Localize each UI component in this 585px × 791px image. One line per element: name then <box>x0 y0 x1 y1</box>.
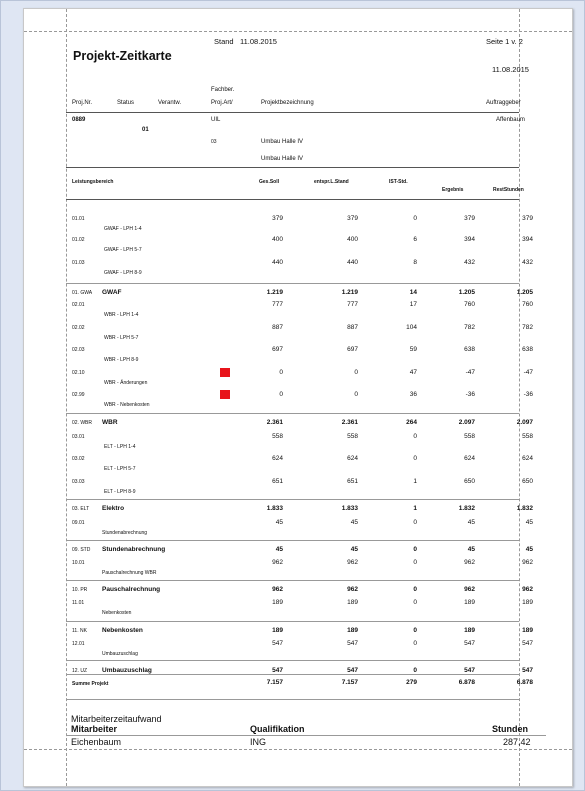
row-code: 12. UZ <box>72 668 88 674</box>
row-soll: 651 <box>272 478 283 485</box>
row-code: 02.99 <box>72 392 85 398</box>
row-erg: 45 <box>467 519 475 526</box>
row-code: 03.03 <box>72 479 85 485</box>
row-name: Pauschalrechnung <box>102 586 161 593</box>
row-soll: 440 <box>272 259 283 266</box>
status-marker-icon <box>220 390 230 399</box>
row-ist: 8 <box>413 259 417 266</box>
row-name: ELT - LPH 1-4 <box>104 444 136 450</box>
row-name: ELT - LPH 8-9 <box>104 489 136 495</box>
project-bez-1: Umbau Halle IV <box>261 139 304 145</box>
row-erg: -36 <box>465 391 475 398</box>
row-stand: 1.833 <box>341 505 358 512</box>
footer-stunden: 287,42 <box>503 737 531 747</box>
row-ist: 264 <box>406 419 417 426</box>
project-fachber: UIL <box>211 117 221 123</box>
row-name: Nebenkosten <box>102 627 143 634</box>
row-stand: 379 <box>347 215 358 222</box>
th-leistungsbereich: Leistungsbereich <box>72 179 114 185</box>
row-rest: 1.205 <box>516 289 533 296</box>
row-stand: 2.361 <box>341 419 358 426</box>
col-proj-nr: Proj.Nr. <box>72 100 93 106</box>
col-projektbezeichnung: Projektbezeichnung <box>261 100 314 106</box>
table-header-divider <box>66 199 519 200</box>
row-name: WBR - LPH 8-9 <box>104 357 139 363</box>
row-stand: 440 <box>347 259 358 266</box>
row-name: Stundenabrechnung <box>102 546 166 553</box>
stand-label: Stand <box>214 37 234 46</box>
row-rest: 650 <box>522 478 533 485</box>
row-name: GWAF - LPH 5-7 <box>104 247 142 253</box>
row-soll: 189 <box>272 599 283 606</box>
row-erg: 1.832 <box>458 505 475 512</box>
col-status: Status <box>117 100 135 106</box>
row-code: 02.10 <box>72 370 85 376</box>
summe-ergebnis: 6.878 <box>458 679 475 686</box>
row-code: 03.01 <box>72 434 85 440</box>
row-code: 12.01 <box>72 641 85 647</box>
th-ergebnis: Ergebnis <box>442 187 464 193</box>
th-ist-std: IST-Std. <box>389 179 408 185</box>
row-name: GWAF - LPH 8-9 <box>104 270 142 276</box>
project-status: 01 <box>142 127 149 133</box>
th-reststunden: RestStunden <box>493 187 524 193</box>
row-code: 02.01 <box>72 302 85 308</box>
row-rest: 189 <box>522 599 533 606</box>
row-code: 11. NK <box>72 628 87 634</box>
row-code: 02.03 <box>72 347 85 353</box>
th-ges-soll: Ges.Soll <box>259 179 280 185</box>
status-marker-icon <box>220 368 230 377</box>
row-name: GWAF <box>102 289 122 296</box>
row-code: 01.03 <box>72 260 85 266</box>
row-stand: 189 <box>347 599 358 606</box>
row-code: 03. ELT <box>72 506 90 512</box>
row-ist: 0 <box>413 586 417 593</box>
row-stand: 0 <box>354 369 358 376</box>
row-rest: 45 <box>525 519 533 526</box>
row-code: 11.01 <box>72 600 85 606</box>
row-erg: 45 <box>467 546 475 553</box>
row-ist: 0 <box>413 559 417 566</box>
row-name: WBR - LPH 1-4 <box>104 312 139 318</box>
footer-col-qualifikation: Qualifikation <box>250 724 305 734</box>
row-ist: 36 <box>409 391 417 398</box>
row-rest: 782 <box>522 324 533 331</box>
row-soll: 547 <box>272 640 283 647</box>
row-code: 01.02 <box>72 237 85 243</box>
row-stand: 189 <box>347 627 358 634</box>
row-rest: 962 <box>522 586 533 593</box>
row-rest: 760 <box>522 301 533 308</box>
row-name: ELT - LPH 5-7 <box>104 466 136 472</box>
th-entspr-lstand: entspr.L.Stand <box>314 179 349 185</box>
row-name: Umbauzuschlag <box>102 651 138 657</box>
row-soll: 624 <box>272 455 283 462</box>
row-soll: 962 <box>272 586 283 593</box>
row-erg: 432 <box>464 259 475 266</box>
row-ist: 59 <box>409 346 417 353</box>
row-soll: 0 <box>279 391 283 398</box>
row-rest: 638 <box>522 346 533 353</box>
row-code: 09.01 <box>72 520 85 526</box>
row-erg: 2.097 <box>458 419 475 426</box>
row-erg: -47 <box>465 369 475 376</box>
row-stand: 400 <box>347 236 358 243</box>
row-soll: 887 <box>272 324 283 331</box>
row-stand: 1.219 <box>341 289 358 296</box>
header-divider <box>66 112 519 113</box>
row-code: 09. STD <box>72 547 91 553</box>
project-auftraggeber: Affenbaum <box>496 117 525 123</box>
row-rest: -36 <box>523 391 533 398</box>
row-soll: 547 <box>272 667 283 674</box>
row-erg: 189 <box>464 627 475 634</box>
row-stand: 0 <box>354 391 358 398</box>
col-fachber: Fachber. <box>211 87 235 93</box>
project-bez-2: Umbau Halle IV <box>261 156 304 162</box>
row-soll: 400 <box>272 236 283 243</box>
row-erg: 624 <box>464 455 475 462</box>
row-erg: 1.205 <box>458 289 475 296</box>
row-erg: 394 <box>464 236 475 243</box>
row-name: Nebenkosten <box>102 610 132 616</box>
row-ist: 1 <box>413 478 417 485</box>
group-divider <box>66 580 519 581</box>
row-rest: 962 <box>522 559 533 566</box>
print-date: 11.08.2015 <box>492 65 529 74</box>
row-name: WBR - LPH 5-7 <box>104 335 139 341</box>
row-erg: 782 <box>464 324 475 331</box>
row-erg: 650 <box>464 478 475 485</box>
footer-col-stunden: Stunden <box>492 724 528 734</box>
row-name: Stundenabrechnung <box>102 530 148 536</box>
row-soll: 0 <box>279 369 283 376</box>
row-stand: 651 <box>347 478 358 485</box>
row-ist: 104 <box>406 324 417 331</box>
summe-ist: 279 <box>406 679 417 686</box>
row-rest: 379 <box>522 215 533 222</box>
row-soll: 189 <box>272 627 283 634</box>
row-rest: 2.097 <box>516 419 533 426</box>
row-stand: 45 <box>350 519 358 526</box>
row-erg: 962 <box>464 559 475 566</box>
row-erg: 558 <box>464 433 475 440</box>
margin-guide-top <box>24 31 572 32</box>
page-number: Seite 1 v. 2 <box>486 37 523 46</box>
row-soll: 379 <box>272 215 283 222</box>
margin-guide-bottom <box>24 749 572 750</box>
row-ist: 1 <box>413 505 417 512</box>
row-name: WBR - Nebenkosten <box>104 402 150 408</box>
row-rest: 45 <box>525 546 533 553</box>
page-title: Projekt-Zeitkarte <box>73 49 172 63</box>
row-name: WBR - Änderungen <box>104 380 148 386</box>
row-rest: 394 <box>522 236 533 243</box>
col-verantw: Verantw. <box>158 100 182 106</box>
row-name: Elektro <box>102 505 125 512</box>
row-ist: 0 <box>413 640 417 647</box>
summe-rest: 6.878 <box>516 679 533 686</box>
row-stand: 547 <box>347 640 358 647</box>
group-divider <box>66 413 519 414</box>
summe-divider-top <box>66 674 519 675</box>
row-stand: 624 <box>347 455 358 462</box>
row-stand: 777 <box>347 301 358 308</box>
row-name: WBR <box>102 419 118 426</box>
row-ist: 47 <box>409 369 417 376</box>
summe-soll: 7.157 <box>266 679 283 686</box>
row-stand: 697 <box>347 346 358 353</box>
row-erg: 962 <box>464 586 475 593</box>
row-rest: 189 <box>522 627 533 634</box>
row-ist: 17 <box>409 301 417 308</box>
row-name: Umbauzuschlag <box>102 667 152 674</box>
project-divider <box>66 167 519 168</box>
row-erg: 638 <box>464 346 475 353</box>
row-code: 01. GWA <box>72 290 93 296</box>
row-ist: 6 <box>413 236 417 243</box>
footer-qualifikation: ING <box>250 737 267 747</box>
row-ist: 0 <box>413 455 417 462</box>
row-erg: 547 <box>464 640 475 647</box>
row-soll: 697 <box>272 346 283 353</box>
row-code: 10. PR <box>72 587 88 593</box>
row-name: Pauschalrechnung WBR <box>102 570 157 576</box>
row-stand: 45 <box>350 546 358 553</box>
row-soll: 2.361 <box>266 419 283 426</box>
row-code: 03.02 <box>72 456 85 462</box>
summe-divider-bottom <box>66 699 519 700</box>
row-ist: 0 <box>413 599 417 606</box>
row-ist: 0 <box>413 627 417 634</box>
margin-guide-left <box>66 9 67 786</box>
project-art: 03 <box>211 139 217 145</box>
group-divider <box>66 621 519 622</box>
row-code: 10.01 <box>72 560 85 566</box>
row-code: 02.02 <box>72 325 85 331</box>
row-rest: 1.832 <box>516 505 533 512</box>
row-stand: 962 <box>347 559 358 566</box>
row-ist: 0 <box>413 667 417 674</box>
row-erg: 547 <box>464 667 475 674</box>
row-rest: 558 <box>522 433 533 440</box>
col-auftraggeber: Auftraggeber <box>486 100 521 106</box>
footer-section-title: Mitarbeiterzeitaufwand <box>71 714 162 724</box>
row-rest: 432 <box>522 259 533 266</box>
row-stand: 547 <box>347 667 358 674</box>
footer-col-mitarbeiter: Mitarbeiter <box>71 724 118 734</box>
row-soll: 558 <box>272 433 283 440</box>
row-rest: -47 <box>523 369 533 376</box>
footer-mitarbeiter: Eichenbaum <box>71 737 122 747</box>
row-name: GWAF - LPH 1-4 <box>104 226 142 232</box>
row-ist: 14 <box>409 289 417 296</box>
project-nr: 0889 <box>72 117 86 123</box>
row-erg: 760 <box>464 301 475 308</box>
row-stand: 887 <box>347 324 358 331</box>
summe-label: Summe Projekt <box>72 681 109 687</box>
row-stand: 962 <box>347 586 358 593</box>
group-divider <box>66 540 519 541</box>
row-rest: 547 <box>522 640 533 647</box>
row-ist: 0 <box>413 215 417 222</box>
row-ist: 0 <box>413 433 417 440</box>
row-rest: 547 <box>522 667 533 674</box>
summe-stand: 7.157 <box>341 679 358 686</box>
row-code: 02. WBR <box>72 420 93 426</box>
col-proj-art: Proj.Art/ <box>211 100 233 106</box>
row-soll: 777 <box>272 301 283 308</box>
row-ist: 0 <box>413 519 417 526</box>
row-soll: 45 <box>275 546 283 553</box>
row-code: 01.01 <box>72 216 85 222</box>
group-divider <box>66 660 519 661</box>
row-soll: 1.833 <box>266 505 283 512</box>
row-soll: 45 <box>275 519 283 526</box>
row-erg: 379 <box>464 215 475 222</box>
report-page <box>23 8 573 787</box>
group-divider <box>66 499 519 500</box>
stand-date: 11.08.2015 <box>240 37 277 46</box>
row-erg: 189 <box>464 599 475 606</box>
group-divider <box>66 283 519 284</box>
row-ist: 0 <box>413 546 417 553</box>
footer-divider <box>66 735 546 736</box>
row-soll: 1.219 <box>266 289 283 296</box>
row-rest: 624 <box>522 455 533 462</box>
row-stand: 558 <box>347 433 358 440</box>
row-soll: 962 <box>272 559 283 566</box>
